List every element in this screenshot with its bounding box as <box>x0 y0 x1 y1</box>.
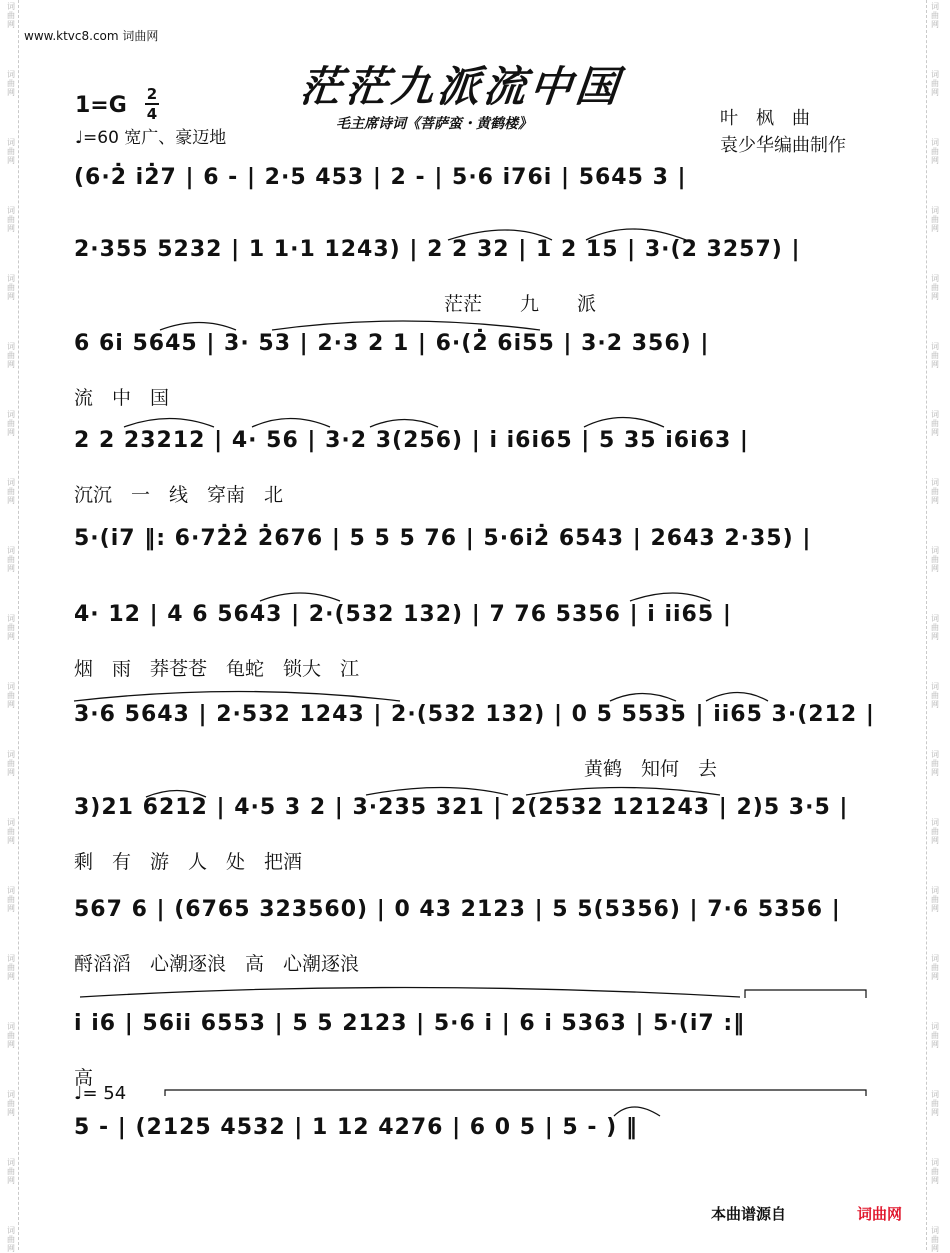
tempo-change: ♩= 54 <box>74 1083 127 1104</box>
margin-watermark: 词 曲 网 <box>7 342 15 369</box>
margin-watermark: 词 曲 网 <box>7 206 15 233</box>
notation-line: 3·6 5643 | 2·532 1243 | 2·(532 132) | 0 5 5535 | ii65 3·(212 | <box>74 702 875 727</box>
margin-watermark: 词 曲 网 <box>7 546 15 573</box>
margin-watermark: 词 曲 网 <box>7 750 15 777</box>
margin-watermark: 词 曲 网 <box>7 138 15 165</box>
slur-mark <box>160 323 236 331</box>
lyrics-line <box>74 578 874 604</box>
margin-watermark: 词 曲 网 <box>931 886 939 913</box>
margin-watermark: 词 曲 网 <box>7 682 15 709</box>
notation-line: 2·355 5232 | 1 1·1 1243) | 2 2 32 | 1 2 15 | 3·(2 3257) | <box>74 237 801 262</box>
margin-watermark: 词 曲 网 <box>931 1158 939 1185</box>
lyrics-line: 黄鹤 知何 去 <box>584 758 718 780</box>
margin-watermark: 词 曲 网 <box>931 410 939 437</box>
margin-watermark: 词 曲 网 <box>7 886 15 913</box>
margin-watermark: 词 曲 网 <box>931 682 939 709</box>
composer-credit: 叶枫曲 <box>720 108 828 129</box>
slur-mark <box>124 419 214 428</box>
slur-mark <box>80 988 740 998</box>
margin-watermark: 词 曲 网 <box>7 1226 15 1253</box>
lyrics-line: 酹滔滔 心潮逐浪 高 心潮逐浪 <box>74 953 360 975</box>
margin-watermark: 词 曲 网 <box>931 1022 939 1049</box>
margin-watermark: 词 曲 网 <box>931 70 939 97</box>
notation-line: 3)21 6212 | 4·5 3 2 | 3·235 321 | 2(2532 121243 | 2)5 3·5 | <box>74 795 849 820</box>
site-url[interactable]: www.ktvc8.com 词曲网 <box>24 29 159 43</box>
notation-line: 5 - | (2125 4532 | 1 12 4276 | 6 0 5 | 5 - ) ‖ <box>74 1115 638 1140</box>
slur-mark <box>366 788 508 796</box>
meter-top: 2 <box>146 85 158 103</box>
notation-line: 4· 12 | 4 6 5643 | 2·(532 132) | 7 76 5356 | i ii65 | <box>74 602 732 627</box>
slur-mark <box>584 418 664 428</box>
margin-watermark: 词 曲 网 <box>7 70 15 97</box>
margin-watermark: 词 曲 网 <box>931 818 939 845</box>
notation-line: 567 6 | (6765 323560) | 0 43 2123 | 5 5(5356) | 7·6 5356 | <box>74 897 841 922</box>
margin-watermark: 词 曲 网 <box>931 614 939 641</box>
lyrics-line: 剩 有 游 人 处 把酒 <box>74 851 303 873</box>
slur-mark <box>370 420 438 428</box>
margin-watermark: 词 曲 网 <box>7 1022 15 1049</box>
slur-mark <box>610 694 676 702</box>
lyrics-line: 沉沉 一 线 穿南 北 <box>74 484 284 506</box>
slur-mark <box>272 321 540 330</box>
margin-watermark: 词 曲 网 <box>931 2 939 29</box>
margin-watermark: 词 曲 网 <box>7 1090 15 1117</box>
notation-line: 6 6i 5645 | 3· 53 | 2·3 2 1 | 6·(2̇ 6i55 | 3·2 356) | <box>74 331 710 356</box>
margin-watermark: 词 曲 网 <box>7 954 15 981</box>
margin-watermark: 词 曲 网 <box>931 954 939 981</box>
margin-watermark: 词 曲 网 <box>931 478 939 505</box>
slur-mark <box>252 419 330 428</box>
slur-mark <box>526 788 720 796</box>
margin-watermark: 词 曲 网 <box>931 546 939 573</box>
meter-bottom: 4 <box>146 105 158 123</box>
lyrics-line: 茫茫 九 派 <box>444 293 597 315</box>
volta-bracket <box>745 990 866 998</box>
lyrics-line: 烟 雨 莽苍苍 龟蛇 锁大 江 <box>74 658 360 680</box>
lyrics-line: 高 <box>74 1067 94 1089</box>
key-signature: 1=G <box>75 93 127 118</box>
tempo-marking: ♩=60 宽广、豪迈地 <box>75 128 227 148</box>
arranger-credit: 袁少华编曲制作 <box>720 135 846 156</box>
margin-watermark: 词 曲 网 <box>7 2 15 29</box>
margin-watermark: 词 曲 网 <box>931 1226 939 1253</box>
footer-brand-link[interactable]: 词曲网 <box>857 1205 903 1223</box>
notation-line: (6·2̇ i2̇7 | 6 - | 2·5 453 | 2 - | 5·6 i76i | 5645 3 | <box>74 165 687 190</box>
lyrics-line: 流 中 国 <box>74 387 170 409</box>
notation-line: 2 2 23212 | 4· 56 | 3·2 3(256) | i i6i65 | 5 35 i6i63 | <box>74 428 749 453</box>
margin-watermark: 词 曲 网 <box>931 1090 939 1117</box>
notation-line: i i6 | 56ii 6553 | 5 5 2123 | 5·6 i | 6 i 5363 | 5·(i7 :‖ <box>74 1011 746 1036</box>
margin-watermark: 词 曲 网 <box>7 478 15 505</box>
footer-source-label: 本曲谱源自 <box>711 1205 787 1223</box>
margin-watermark: 词 曲 网 <box>7 410 15 437</box>
margin-watermark: 词 曲 网 <box>931 750 939 777</box>
margin-watermark: 词 曲 网 <box>7 274 15 301</box>
repeat-bracket <box>165 1090 866 1096</box>
slur-mark <box>706 693 768 702</box>
margin-watermark: 词 曲 网 <box>931 274 939 301</box>
lyrics-source: 毛主席诗词《菩萨蛮・黄鹤楼》 <box>336 116 532 132</box>
song-title: 茫茫九派流中国 <box>297 62 625 111</box>
time-signature <box>145 86 159 122</box>
slur-mark <box>74 692 400 702</box>
margin-watermark: 词 曲 网 <box>7 614 15 641</box>
notation-line: 5·(i7 ‖: 6·72̇2̇ 2̇676 | 5 5 5 76 | 5·6i2̇ 6543 | 2643 2·35) | <box>74 526 812 551</box>
margin-watermark: 词 曲 网 <box>931 138 939 165</box>
margin-watermark: 词 曲 网 <box>931 206 939 233</box>
lyrics-line <box>74 1167 874 1193</box>
margin-watermark: 词 曲 网 <box>7 818 15 845</box>
margin-watermark: 词 曲 网 <box>931 342 939 369</box>
margin-watermark: 词 曲 网 <box>7 1158 15 1185</box>
